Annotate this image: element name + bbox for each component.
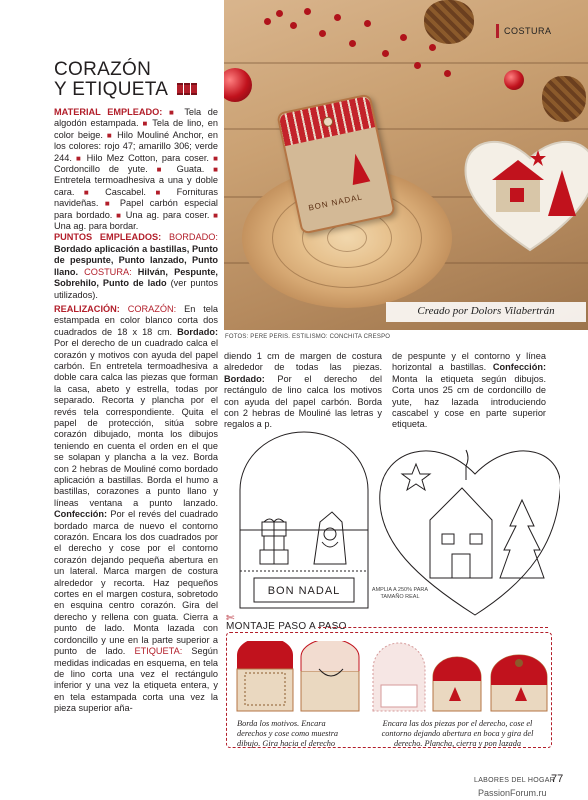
corazon-label: CORAZÓN: <box>127 303 177 314</box>
material-item: Fornituras navideñas. <box>54 186 218 209</box>
step-1-illustration <box>231 641 365 717</box>
red-berry-icon <box>334 14 341 21</box>
designer-credit: Creado por Dolors Vilabertrán <box>417 305 555 317</box>
red-berry-icon <box>276 10 283 17</box>
puntos-paragraph <box>54 232 218 300</box>
designer-credit-box <box>386 302 586 322</box>
tag-pattern-text: BON NADAL <box>267 585 341 597</box>
material-item: Hilo Mouliné Anchor, en los colores: rojo 47; amarillo 306; verde 244. <box>54 129 218 163</box>
material-item: Papel carbón especial para bordado. <box>54 198 218 220</box>
thread-spool-icon <box>191 83 197 95</box>
title-line-1: CORAZÓN <box>54 59 152 80</box>
red-berry-icon <box>444 70 451 77</box>
puntos-bordado: Bordado aplicación a bastillas, Punto de pespunte, Punto lanzado, Punto llano. <box>54 243 218 277</box>
tag-pattern <box>240 432 368 608</box>
page-number: 77 <box>551 773 564 785</box>
realizacion-paragraph <box>54 304 218 715</box>
page-title <box>54 60 198 100</box>
material-item: Hilo Mez Cotton, para coser. <box>86 152 209 163</box>
text-column-3 <box>392 351 546 431</box>
step-2-illustration <box>369 641 551 717</box>
montaje-heading: MONTAJE PASO A PASO <box>226 621 347 632</box>
material-paragraph: MATERIAL EMPLEADO: ■ Tela de algodón estampada. ■ Tela de lino, en color beige. ■ Hilo Mouliné Anchor, en los colores: rojo 47; amarillo 306; verde 244. ■ Hilo Mez Cotton, para coser. ■ Cordoncillo de yute. ■ Guata. ■ Entretela termoadhesiva a una y doble cara. ■ Cascabel. ■ Fornituras navideñas. ■ Papel carbón especial para bordado. ■ Una ag. para coser. ■ Una ag. para bordar. <box>54 107 218 232</box>
material-item: Entretela termoadhesiva a una y doble cara. <box>54 175 218 197</box>
section-marker <box>496 24 499 38</box>
material-item: Cascabel. <box>105 186 146 197</box>
confeccion-text: Por el revés del cuadrado bordado marca de nuevo el contorno corazón. Encara los dos cuadrados por el derecho y cose por el contorno corazón dejando pequeña abertura en un lateral. Marca margen de costura alrededor y recorta. Haz pequeños cortes en el margen costura, sobretodo en esquina centro corazón. Gira del derecho y rellena con guata. Cierra a punto de lado. Monta lazada con cordoncillo y une en la parte superior a punto de lado. <box>54 509 218 657</box>
pinecone-icon <box>424 0 474 44</box>
magazine-name: LABORES DEL HOGAR <box>474 777 556 784</box>
red-berry-icon <box>290 22 297 29</box>
puntos-label: PUNTOS EMPLEADOS: <box>54 232 162 243</box>
gnome-icon <box>346 152 370 185</box>
bordado-label: Bordado: <box>224 373 265 384</box>
material-item: Una ag. para coser. <box>125 209 210 220</box>
etiqueta-label: ETIQUETA: <box>134 646 183 657</box>
red-berry-icon <box>304 8 311 15</box>
title-line-2: Y ETIQUETA <box>54 79 168 101</box>
col3-text: de pespunte y el contorno y línea horizontal a bastillas. <box>392 351 546 373</box>
step-2-caption: Encara las dos piezas por el derecho, cose el contorno dejando abertura en boca y gira del derecho. Plancha, cierra y pon lazada <box>381 719 534 748</box>
step-1-caption: Borda los motivos. Encara derechos y cose como muestra dibujo. Gira hacia el derecho <box>237 719 339 748</box>
wood-plank-line <box>224 62 588 64</box>
photo-credits: FOTOS: PERE PERIS. ESTILISMO: CONCHITA CRESPO <box>225 334 391 340</box>
text-column-2 <box>224 351 382 431</box>
thread-spool-icon <box>177 83 183 95</box>
red-berry-icon <box>264 18 271 25</box>
material-item: Una ag. para bordar. <box>54 221 139 232</box>
col2-bordado-text: Por el derecho del rectángulo de lino calca los motivos con ayuda del papel carbón. Borda con 2 hebras de Mouliné las letras y regalos a p. <box>224 373 382 430</box>
thread-spool-icon <box>184 83 190 95</box>
material-item: Guata. <box>176 164 205 175</box>
assembly-steps-box <box>226 632 552 748</box>
red-berry-icon <box>429 44 436 51</box>
difficulty-spools <box>177 80 198 100</box>
realizacion-label: REALIZACIÓN: <box>54 303 120 314</box>
material-label: MATERIAL EMPLEADO: <box>54 107 163 117</box>
enlarge-note: AMPLIA A 250% PARA TAMAÑO REAL <box>371 587 429 600</box>
dashed-divider <box>318 627 548 628</box>
red-berry-icon <box>414 62 421 69</box>
red-bauble-icon <box>224 68 252 102</box>
pinecone-icon <box>542 76 586 122</box>
text-column-1 <box>54 107 218 715</box>
etiqueta-text: Según medidas indicadas en esquema, en tela de lino corta una vez el rectángulo inferior y una vez la etiqueta entera, y en tela estampada corta una vez la pieza superior aña- <box>54 646 218 714</box>
puntos-bordado-label: BORDADO: <box>168 232 218 243</box>
material-item: Tela de algodón estampada. <box>54 107 218 129</box>
bordado-label: Bordado: <box>177 326 218 337</box>
col2-text: diendo 1 cm de margen de costura alrededor de todas las piezas. <box>224 351 382 373</box>
puntos-costura: Hilván, Pespunte, Sobrehilo, Punto de lado <box>54 266 218 289</box>
confeccion-label: Confección: <box>492 362 547 373</box>
red-berry-icon <box>319 30 326 37</box>
red-bauble-icon <box>504 70 524 90</box>
watermark: PassionForum.ru <box>478 788 547 798</box>
material-item: Tela de lino, en color beige. <box>54 118 218 140</box>
hero-photo <box>224 0 588 330</box>
section-label: COSTURA <box>504 26 552 36</box>
red-berry-icon <box>364 20 371 27</box>
realizacion-text: En tela estampada en color blanco corta dos cuadrados de 18 x 18 cm. <box>54 303 219 337</box>
material-item: Cordoncillo de yute. <box>54 164 148 175</box>
scissors-icon: ✄ <box>226 613 235 624</box>
red-berry-icon <box>400 34 407 41</box>
confeccion-label: Confección: <box>54 509 108 520</box>
puntos-note: (ver puntos utilizados). <box>54 278 218 300</box>
red-berry-icon <box>382 50 389 57</box>
heart-ornament-photo <box>462 132 588 252</box>
puntos-costura-label: COSTURA: <box>84 266 132 277</box>
bordado-text: Por el derecho de un cuadrado calca el corazón y motivos con ayuda del papel carbón. En entretela termoadhesiva a doble cara calca las piezas que forman la casa, abeto y estrella, todas por separado. Recorta y plancha por el revés tela correspondiente. Quita el papel de protección, sitúa sobre corazón dibujado, monta los dibujos teniendo en cuenta el orden en el que se solapan y plancha a la vez. Borda con 2 hebras de Mouliné como bordado aplicación a bastillas. Borda el humo a bastillas, corazones a punto llano y líneas ventana a punto lanzado. <box>54 338 218 508</box>
red-berry-icon <box>349 40 356 47</box>
tag-photo-text: BON NADAL <box>307 192 364 213</box>
col3-confeccion-text: Monta la etiqueta según dibujos. Corta unos 25 cm de cordoncillo de yute, haz lazada introduciendo cascabel y cose en parte superior etiqueta. <box>392 373 546 430</box>
